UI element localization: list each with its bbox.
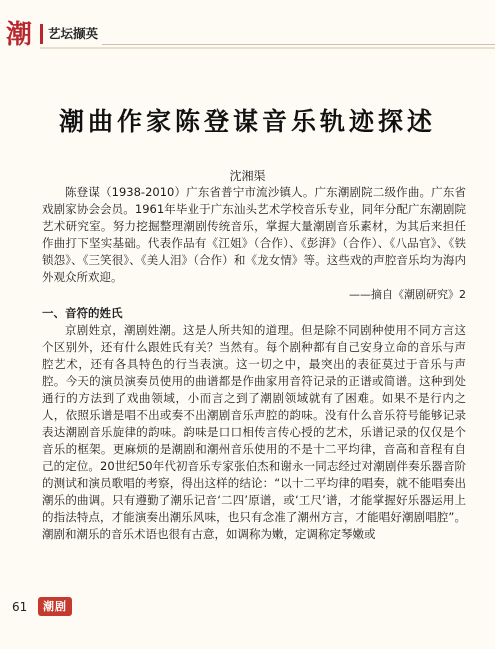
article-author: 沈湘渠 <box>229 169 266 183</box>
section-heading: 一、音符的姓氏 <box>42 306 123 320</box>
section-label: 艺坛撷英 <box>40 24 110 44</box>
article-title: 潮曲作家陈登谋音乐轨迹探述 <box>58 107 436 136</box>
page-header <box>0 0 495 72</box>
body-paragraph: 京剧姓京，潮剧姓潮。这是人所共知的道理。但是除不同剧种使用不同方言这个区别外，还有什么跟姓氏有关？当然有。每个剧种都有自己安身立命的音乐与声腔艺术，还有各具特色的行当表演。这一切之中，最突出的表征莫过于音乐与声腔。今天的演员演奏员使用的曲谱都是作曲家用音符记录的正谱或简谱。这种到处通行的方法到了戏曲领域，小而言之到了潮剧领域就有了困难。如果不是行内之人，依照乐谱是唱不出或奏不出潮剧音乐声腔的韵味。没有什么音乐符号能够记录表达潮剧音乐旋律的韵味。韵味是口口相传言传心授的艺术，乐谱记录的仅仅是个音乐的框架。更麻烦的是潮剧和潮州音乐使用的不是十二平均律，音高和音程有自己的定位。20世纪50年代初音乐专家张伯杰和谢永一同志经过对潮剧伴奏乐器音阶的测试和演员歌唱的考察，得出这样的结论：“以十二平均律的唱奏，就不能唱奏出潮乐的曲调。只有遵勤了潮乐记音‘二四’原谱，或‘工尺’谱，才能掌握好乐器运用上的指法特点，才能演奏出潮乐风味，也只有念准了潮州方言，才能唱好潮剧唱腔”。潮剧和潮乐的音乐术语也很有古意，如调称为嫩，定调称定琴嫩或 <box>42 323 466 541</box>
intro-paragraph: 陈登谋（1938-2010）广东省普宁市流沙镇人。广东潮剧院二级作曲。广东省戏剧家协会会员。1961年毕业于广东汕头艺术学校音乐专业，同年分配广东潮剧院艺术研究室。努力挖掘整理潮剧传统音乐，掌握大量潮剧音乐素材，为其后来担任作曲打下坚实基础。代表作品有《江姐》（合作）、《彭湃》（合作）、《八品官》、《铁锁怨》、《三笑很》、《美人泪》（合作）和《龙女情》等。这些戏的声腔音乐均为海内外观众所欢迎。 <box>42 185 466 284</box>
header-rule <box>102 44 495 45</box>
article-body <box>42 184 466 543</box>
header-rule-secondary <box>40 47 495 49</box>
magazine-logo: 潮 <box>5 20 32 50</box>
source-note: ——摘自《潮剧研究》2 <box>349 288 466 301</box>
page-number: 61 <box>12 600 28 614</box>
journal-badge: 潮剧 <box>38 597 72 616</box>
